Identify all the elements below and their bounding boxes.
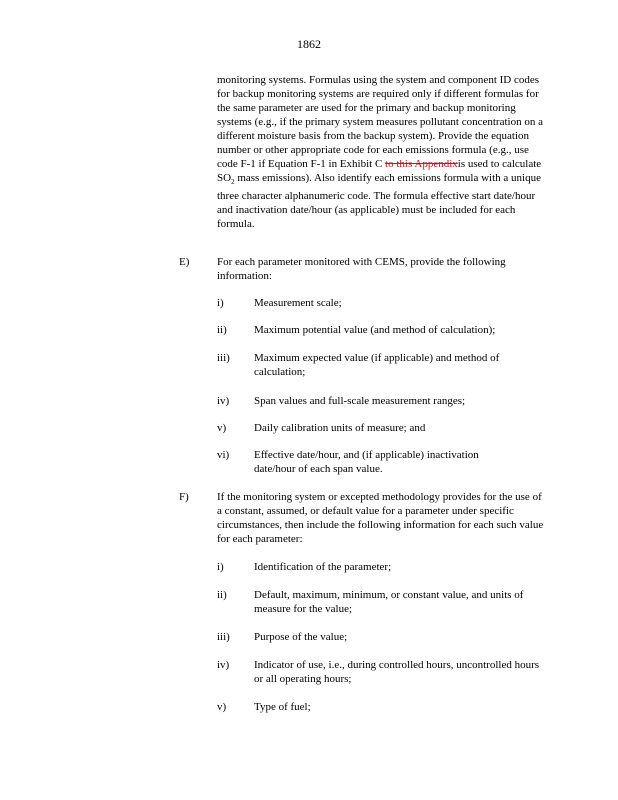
struck-text: to this Appendix [385, 158, 458, 170]
list-item-marker: vi) [217, 449, 230, 461]
list-item-marker: ii) [217, 589, 227, 601]
intro-text-a: monitoring systems. Formulas using the system and component ID codes for backup monitoring systems are required only if different formulas for the same parameter are used for the primary and backup monitoring systems (e.g., if the primary system measures pollutant concentration on a different moisture basis from the backup system). Provide the equation number or other appropriate code for each emissions formula (e.g., use code F-1 if Equation F-1 in Exhibit C [217, 74, 543, 170]
list-item: Daily calibration units of measure; and [254, 422, 426, 434]
list-item-marker: iv) [217, 659, 230, 671]
section-e-marker: E) [179, 256, 190, 268]
intro-text-b: is used to calculate SO [217, 158, 542, 184]
page-number: 1862 [297, 37, 321, 51]
list-item: Measurement scale; [254, 297, 342, 309]
list-item-marker: ii) [217, 324, 227, 336]
list-item: Maximum expected value (if applicable) and method of calculation; [254, 352, 500, 378]
list-item: Identification of the parameter; [254, 561, 392, 573]
section-f-text-a: If the monitoring system or excepted methodology provides for the use of a constant, assumed [217, 491, 542, 517]
list-item-marker: iii) [217, 352, 230, 364]
list-item: Maximum potential value (and method of calculation); [254, 324, 496, 336]
list-item-marker: iii) [217, 631, 230, 643]
section-f-text-b: , or default value for a parameter under specific circumstances, then include the following information for each such value for each parameter: [217, 505, 544, 545]
list-item: Type of fuel; [254, 701, 311, 713]
section-f-marker: F) [179, 491, 189, 503]
list-item-marker: v) [217, 701, 227, 713]
section-e-text: For each parameter monitored with CEMS, provide the following information: [217, 256, 506, 282]
intro-text-c: mass emissions). Also identify each emissions formula with a unique three character alphanumeric code. The formula effective start date/hour and inactivation date/hour (as applicable) must be included for each formula. [217, 172, 541, 231]
list-item-marker: i) [217, 297, 224, 309]
section-f-text [217, 490, 547, 546]
intro-paragraph [217, 73, 547, 231]
list-item: Purpose of the value; [254, 631, 348, 643]
list-item-marker: i) [217, 561, 224, 573]
list-item: Default, maximum, minimum, or constant value, and units of measure for the value; [254, 589, 524, 615]
subscript: 2 [231, 178, 235, 187]
list-item: Effective date/hour, and (if applicable) inactivation date/hour of each span value. [254, 449, 479, 475]
list-item-marker: v) [217, 422, 227, 434]
list-item-marker: iv) [217, 395, 230, 407]
list-item: Indicator of use, i.e., during controlled hours, uncontrolled hours or all operating hours; [254, 659, 540, 685]
list-item: Span values and full-scale measurement ranges; [254, 395, 466, 407]
